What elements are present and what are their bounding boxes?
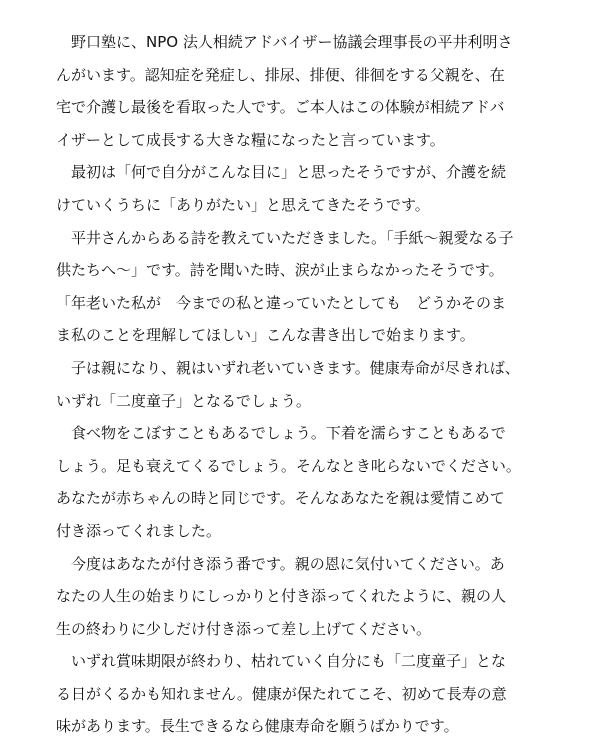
paragraph-line: しょう。足も衰えてくるでしょう。そんなとき叱らないでください。 (56, 456, 521, 475)
paragraph-line: 平井さんからある詩を教えていただきました。「手紙～親愛なる子 (71, 228, 514, 247)
paragraph-7 (56, 645, 588, 743)
paragraph-line: 生の終わりに少しだけ付き添って差し上げてください。 (56, 619, 432, 638)
paragraph-2 (56, 156, 588, 221)
paragraph-line: イザーとして成長する大きな糧になったと言っています。 (56, 130, 445, 149)
paragraph-line: 野口塾に、NPO 法人相続アドバイザー協議会理事長の平井利明さ (71, 33, 513, 51)
paragraph-line: なたの人生の始まりにしっかりと付き添ってくれたように、親の人 (56, 587, 507, 606)
paragraph-4 (56, 352, 588, 417)
paragraph-line: 最初は「何で自分がこんな目に」と思ったそうですが、介護を続 (71, 163, 507, 182)
paragraph-line: 味があります。長生できるなら健康寿命を願うばかりです。 (56, 717, 459, 736)
paragraph-1 (56, 26, 588, 156)
paragraph-line: ま私のことを理解してほしい」こんな書き出しで始まります。 (56, 326, 475, 345)
paragraph-line: 供たちへ～」です。詩を聞いた時、涙が止まらなかったそうです。 (56, 261, 504, 280)
paragraph-6 (56, 548, 588, 646)
article-body (56, 26, 588, 743)
paragraph-line: いずれ賞味期限が終わり、枯れていく自分にも「二度童子」とな (71, 652, 507, 671)
paragraph-line: 子は親になり、親はいずれ老いていきます。健康寿命が尽きれば、 (71, 358, 520, 377)
paragraph-5 (56, 417, 588, 547)
paragraph-line: 宅で介護し最後を看取った人です。ご本人はこの体験が相続アドバ (56, 98, 505, 117)
paragraph-line: けていくうちに「ありがたい」と思えてきたそうです。 (56, 195, 430, 214)
paragraph-line: 食べ物をこぼすこともあるでしょう。下着を濡らすこともあるで (71, 424, 506, 443)
paragraph-3 (56, 222, 588, 352)
paragraph-line: いずれ「二度童子」となるでしょう。 (56, 391, 311, 410)
paragraph-line: 付き添ってくれました。 (56, 521, 222, 540)
paragraph-line: んがいます。認知症を発症し、排尿、排便、徘徊をする父親を、在 (56, 65, 505, 84)
paragraph-line: あなたが赤ちゃんの時と同じです。そんなあなたを親は愛情こめて (56, 489, 505, 508)
paragraph-line: 今度はあなたが付き添う番です。親の恩に気付いてください。あ (71, 554, 505, 573)
paragraph-line: 「年老いた私が 今までの私と違っていたとしても どうかそのま (56, 293, 507, 312)
paragraph-line: る日がくるかも知れません。健康が保たれてこそ、初めて長寿の意 (56, 684, 507, 703)
